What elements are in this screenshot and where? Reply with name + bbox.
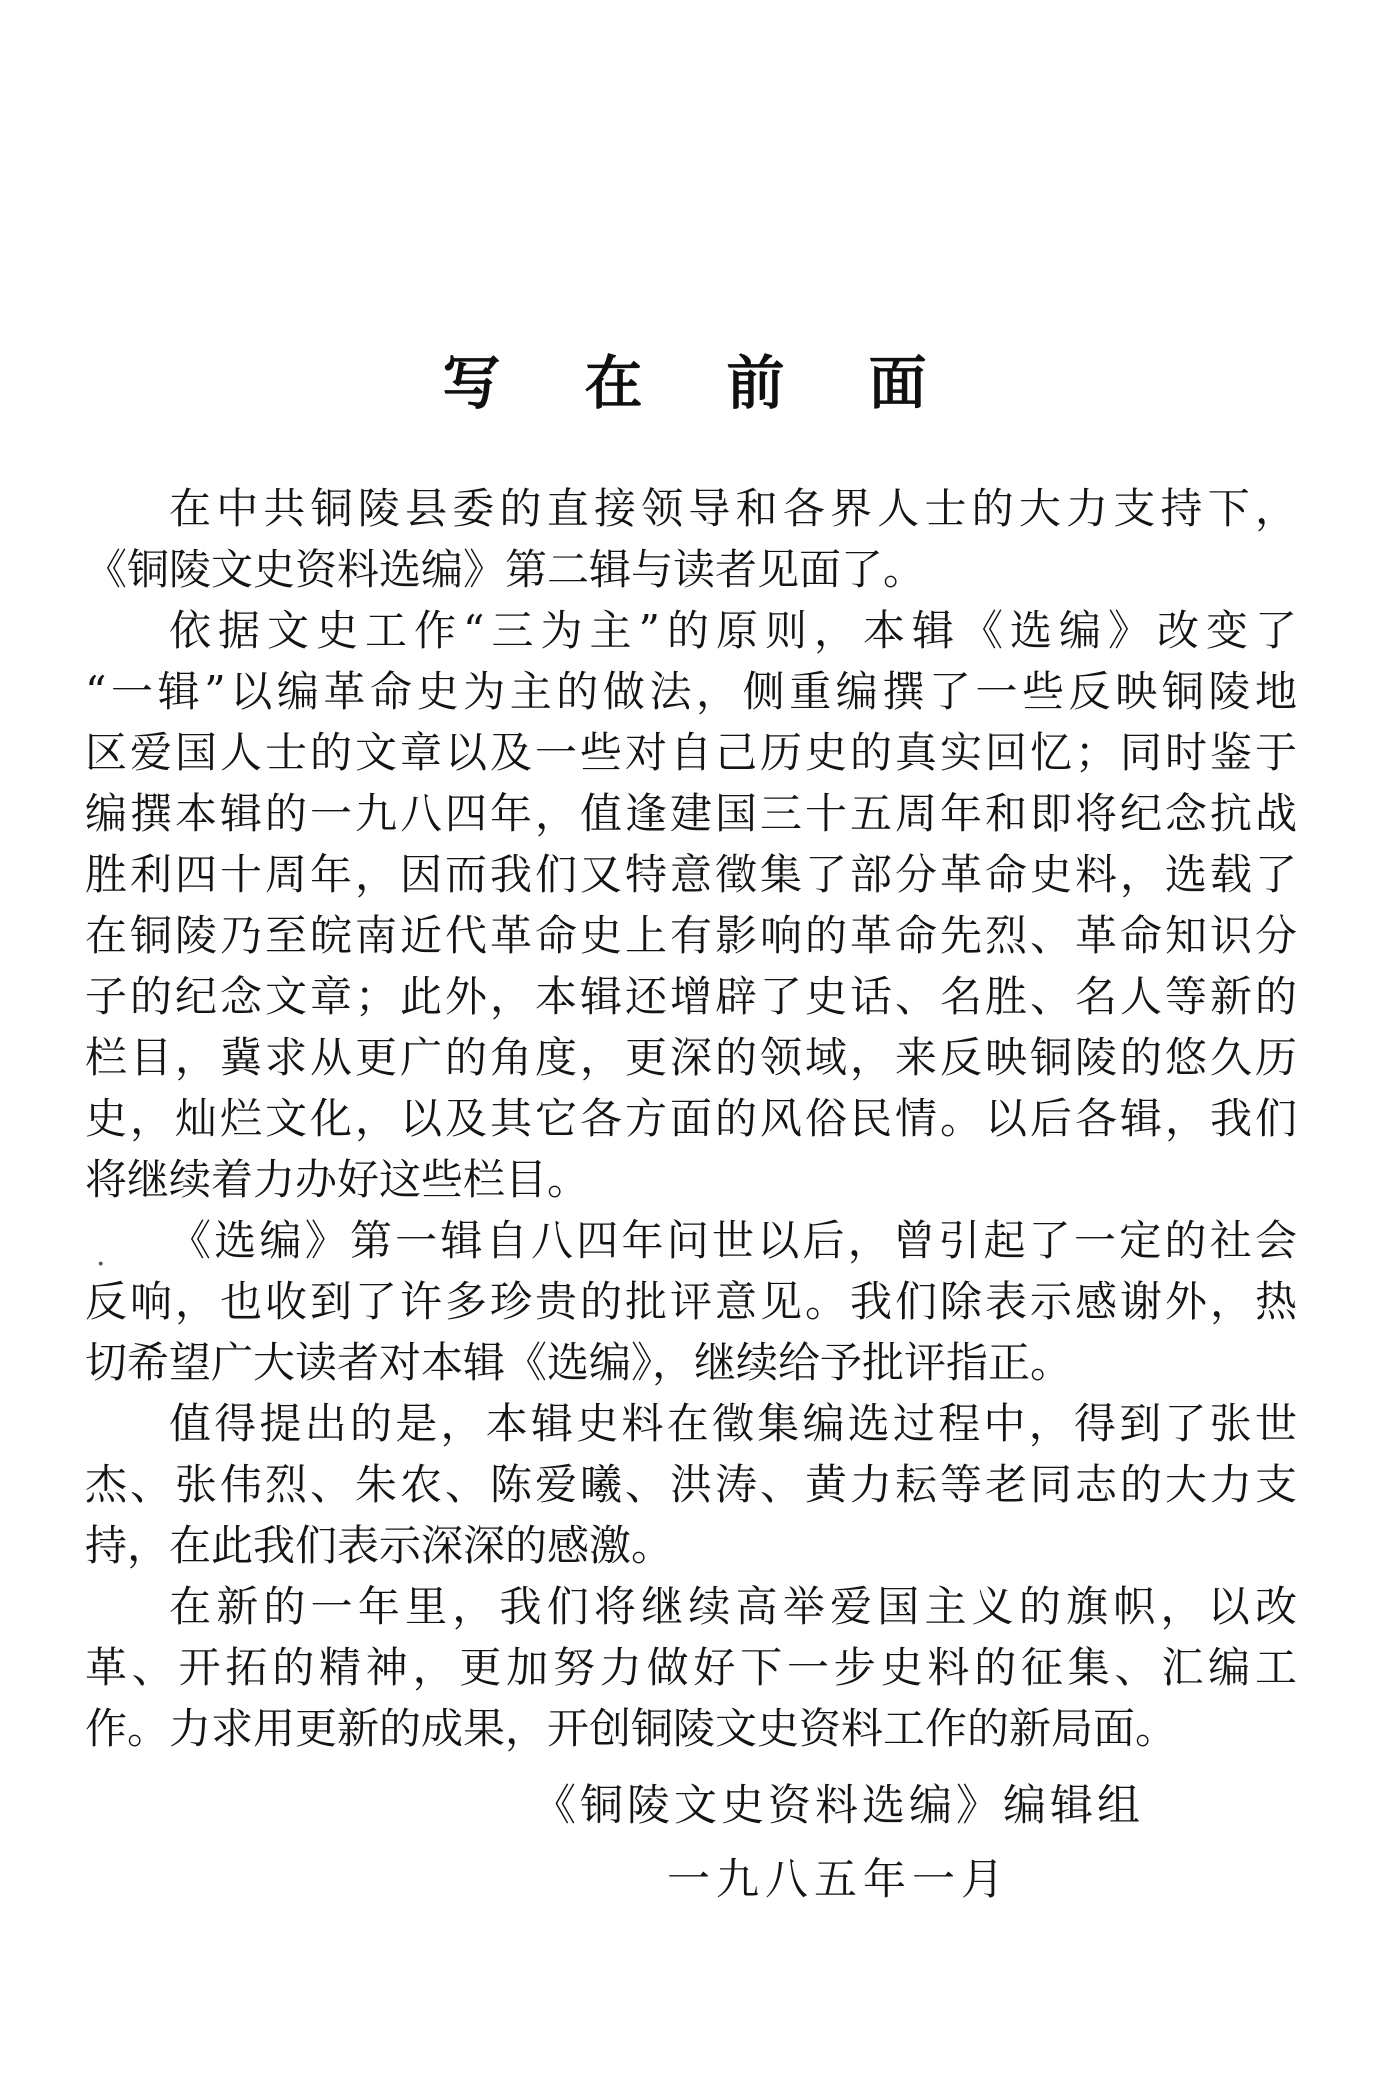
text-line: 切希望广大读者对本辑《选编》，继续给予批评指正。 — [85, 1338, 1073, 1387]
date-line: 一九八五年一月 — [667, 1855, 1010, 1905]
text-line: “一辑”以编革命史为主的做法，侧重编撰了一些反映铜陵地 — [85, 667, 1297, 716]
text-line: 作。力求用更新的成果，开创铜陵文史资料工作的新局面。 — [85, 1704, 1178, 1753]
text-line: 编撰本辑的一九八四年，值逢建国三十五周年和即将纪念抗战 — [85, 789, 1297, 838]
text-line: 在新的一年里，我们将继续高举爱国主义的旗帜，以改 — [169, 1582, 1297, 1631]
text-line: 区爱国人士的文章以及一些对自己历史的真实回忆；同时鉴于 — [85, 728, 1297, 777]
text-line: 杰、张伟烈、朱农、陈爱曦、洪涛、黄力耘等老同志的大力支 — [85, 1460, 1297, 1509]
text-line: 子的纪念文章；此外，本辑还增辟了史话、名胜、名人等新的 — [85, 972, 1297, 1021]
text-line: 革、开拓的精神，更加努力做好下一步史料的征集、汇编工 — [85, 1643, 1297, 1692]
text-line: 反响，也收到了许多珍贵的批评意见。我们除表示感谢外，热 — [85, 1277, 1297, 1326]
text-line: 依据文史工作“三为主”的原则，本辑《选编》改变了 — [169, 606, 1297, 655]
text-line: 史，灿烂文化，以及其它各方面的风俗民情。以后各辑，我们 — [85, 1094, 1297, 1143]
text-line: 胜利四十周年，因而我们又特意徵集了部分革命史料，选载了 — [85, 850, 1297, 899]
text-line: 将继续着力办好这些栏目。 — [85, 1155, 590, 1204]
text-line: 在中共铜陵县委的直接领导和各界人士的大力支持下， — [169, 484, 1297, 533]
text-line: 在铜陵乃至皖南近代革命史上有影响的革命先烈、革命知识分 — [85, 911, 1297, 960]
scan-artifact-dot: . — [96, 1238, 106, 1273]
text-line: 《选编》第一辑自八四年问世以后，曾引起了一定的社会 — [169, 1216, 1297, 1265]
text-line: 值得提出的是，本辑史料在徵集编选过程中，得到了张世 — [169, 1399, 1297, 1448]
text-line: 《铜陵文史资料选编》第二辑与读者见面了。 — [85, 545, 926, 594]
text-line: 栏目，冀求从更广的角度，更深的领域，来反映铜陵的悠久历 — [85, 1033, 1297, 1082]
signature-line: 《铜陵文史资料选编》编辑组 — [533, 1781, 1144, 1831]
text-line: 持，在此我们表示深深的感激。 — [85, 1521, 674, 1570]
body-text — [85, 478, 1297, 1759]
page-title: 写 在 前 面 — [442, 349, 940, 417]
